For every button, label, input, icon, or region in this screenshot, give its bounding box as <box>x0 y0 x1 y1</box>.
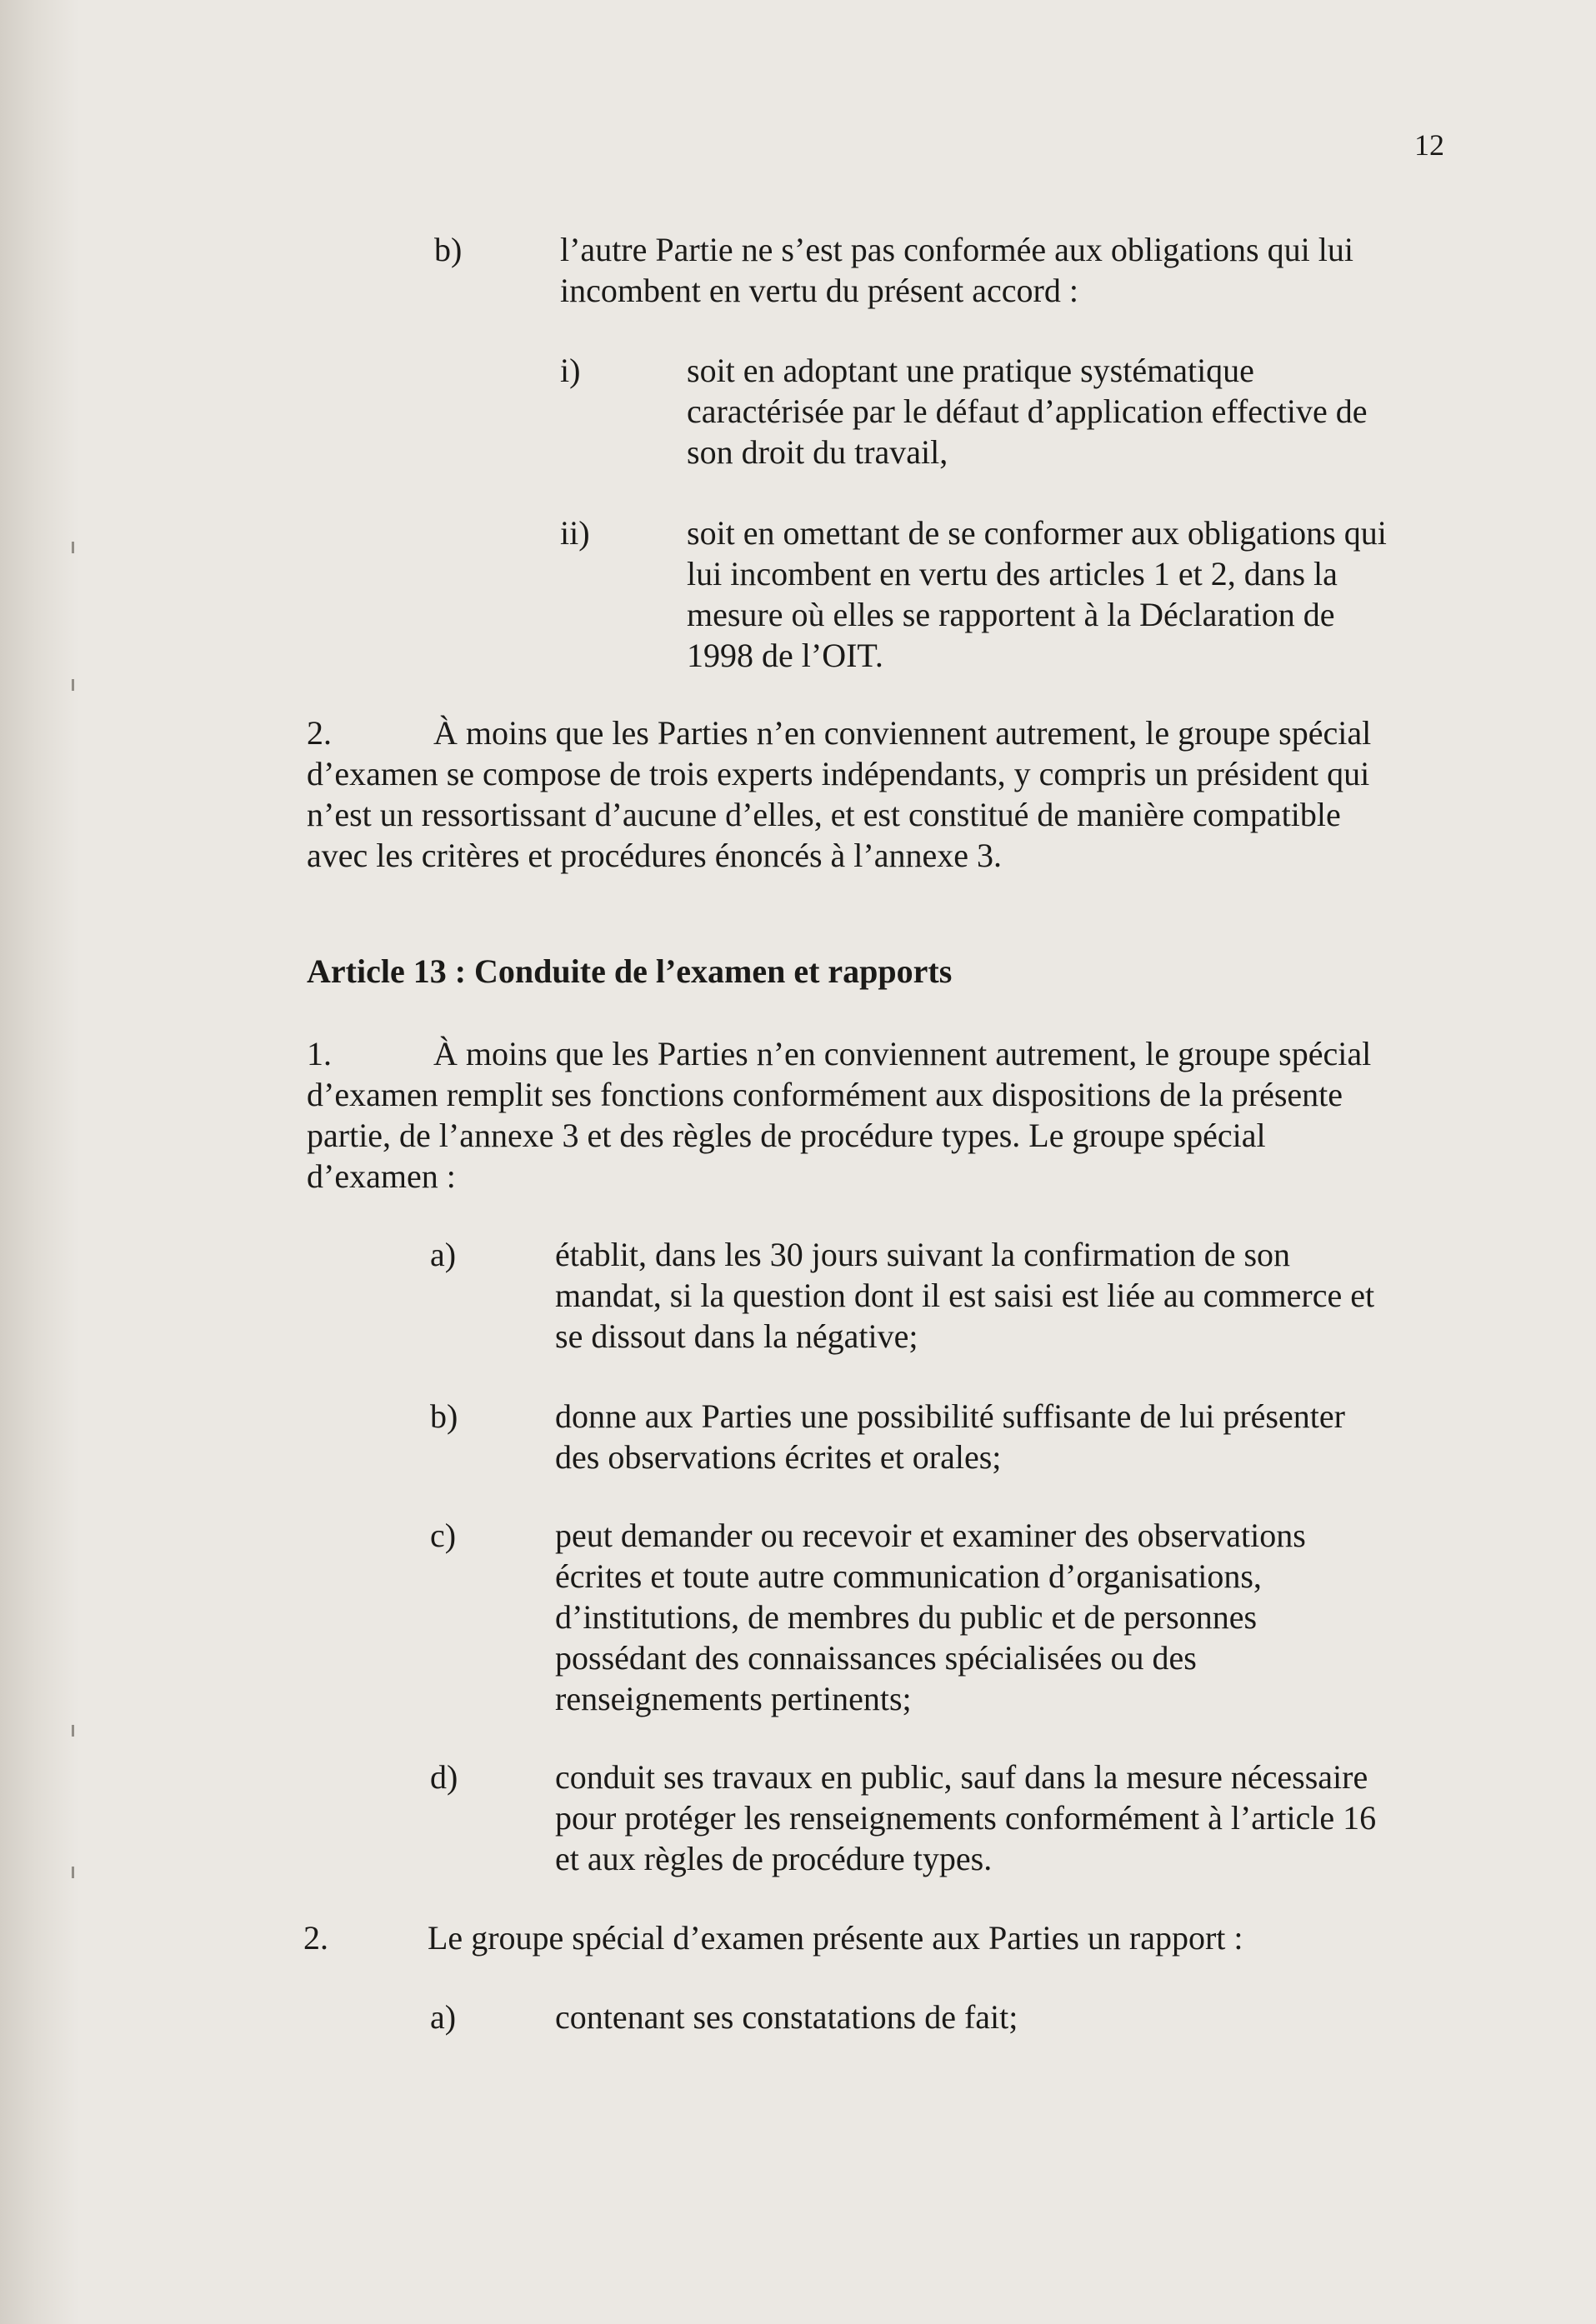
item-c-line: possédant des connaissances spécialisées ou des <box>555 1639 1197 1677</box>
subitem-i-line: caractérisée par le défaut d’application effective de <box>687 392 1368 430</box>
article-13-para-1-line: d’examen : <box>307 1157 456 1195</box>
paragraph-2-line: avec les critères et procédures énoncés à l’annexe 3. <box>307 837 1003 874</box>
item-b-line: des observations écrites et orales; <box>555 1438 1002 1476</box>
item-label-d: d) <box>430 1758 458 1796</box>
subitem-ii-line: 1998 de l’OIT. <box>687 637 883 674</box>
article-13-para-1-line: d’examen remplit ses fonctions conformément aux dispositions de la présente <box>307 1076 1343 1113</box>
subitem-i-line: soit en adoptant une pratique systématique <box>687 352 1254 389</box>
item-label-b: b) <box>434 231 463 268</box>
item-c-line: peut demander ou recevoir et examiner des observations <box>555 1517 1306 1554</box>
item-a-line: se dissout dans la négative; <box>555 1317 918 1355</box>
item-a-text: contenant ses constatations de fait; <box>555 1998 1018 2036</box>
page-number: 12 <box>1414 128 1444 162</box>
page-gutter-shadow <box>0 0 79 2324</box>
item-c-line: écrites et toute autre communication d’organisations, <box>555 1557 1262 1595</box>
paragraph-2-line: d’examen se compose de trois experts indépendants, y compris un président qui <box>307 755 1370 792</box>
subitem-ii-line: soit en omettant de se conformer aux obligations qui <box>687 514 1387 552</box>
subitem-i-line: son droit du travail, <box>687 433 948 471</box>
edge-mark <box>72 542 74 553</box>
item-c-line: d’institutions, de membres du public et de personnes <box>555 1598 1258 1636</box>
subitem-label-ii: ii) <box>560 514 590 552</box>
item-d-line: et aux règles de procédure types. <box>555 1840 993 1877</box>
item-b-line: incombent en vertu du présent accord : <box>560 272 1078 309</box>
item-d-line: pour protéger les renseignements conformément à l’article 16 <box>555 1799 1377 1837</box>
paragraph-number: 2. <box>303 1919 328 1957</box>
paragraph-number: 2. <box>307 714 332 752</box>
subitem-ii-line: lui incombent en vertu des articles 1 et 2, dans la <box>687 555 1338 592</box>
paragraph-2-line: À moins que les Parties n’en conviennent autrement, le groupe spécial <box>433 714 1372 752</box>
subitem-ii-line: mesure où elles se rapportent à la Déclaration de <box>687 596 1335 633</box>
item-c-line: renseignements pertinents; <box>555 1680 912 1717</box>
subitem-label-i: i) <box>560 352 581 389</box>
article-13-para-2-text: Le groupe spécial d’examen présente aux Parties un rapport : <box>428 1919 1243 1957</box>
item-label-a: a) <box>430 1998 457 2036</box>
item-label-c: c) <box>430 1517 457 1554</box>
item-label-a: a) <box>430 1236 457 1273</box>
article-heading: Article 13 : Conduite de l’examen et rapports <box>307 952 953 990</box>
item-b-line: l’autre Partie ne s’est pas conformée aux obligations qui lui <box>560 231 1353 268</box>
item-a-line: établit, dans les 30 jours suivant la confirmation de son <box>555 1236 1291 1273</box>
article-13-para-1-line: À moins que les Parties n’en conviennent autrement, le groupe spécial <box>433 1035 1372 1072</box>
item-a-line: mandat, si la question dont il est saisi est liée au commerce et <box>555 1277 1375 1314</box>
item-label-b: b) <box>430 1397 458 1435</box>
edge-mark <box>72 1867 74 1878</box>
paragraph-number: 1. <box>307 1035 332 1072</box>
edge-mark <box>72 679 74 691</box>
edge-mark <box>72 1725 74 1737</box>
item-d-line: conduit ses travaux en public, sauf dans la mesure nécessaire <box>555 1758 1368 1796</box>
item-b-line: donne aux Parties une possibilité suffisante de lui présenter <box>555 1397 1345 1435</box>
paragraph-2-line: n’est un ressortissant d’aucune d’elles, et est constitué de manière compatible <box>307 796 1341 833</box>
article-13-para-1-line: partie, de l’annexe 3 et des règles de procédure types. Le groupe spécial <box>307 1117 1266 1154</box>
